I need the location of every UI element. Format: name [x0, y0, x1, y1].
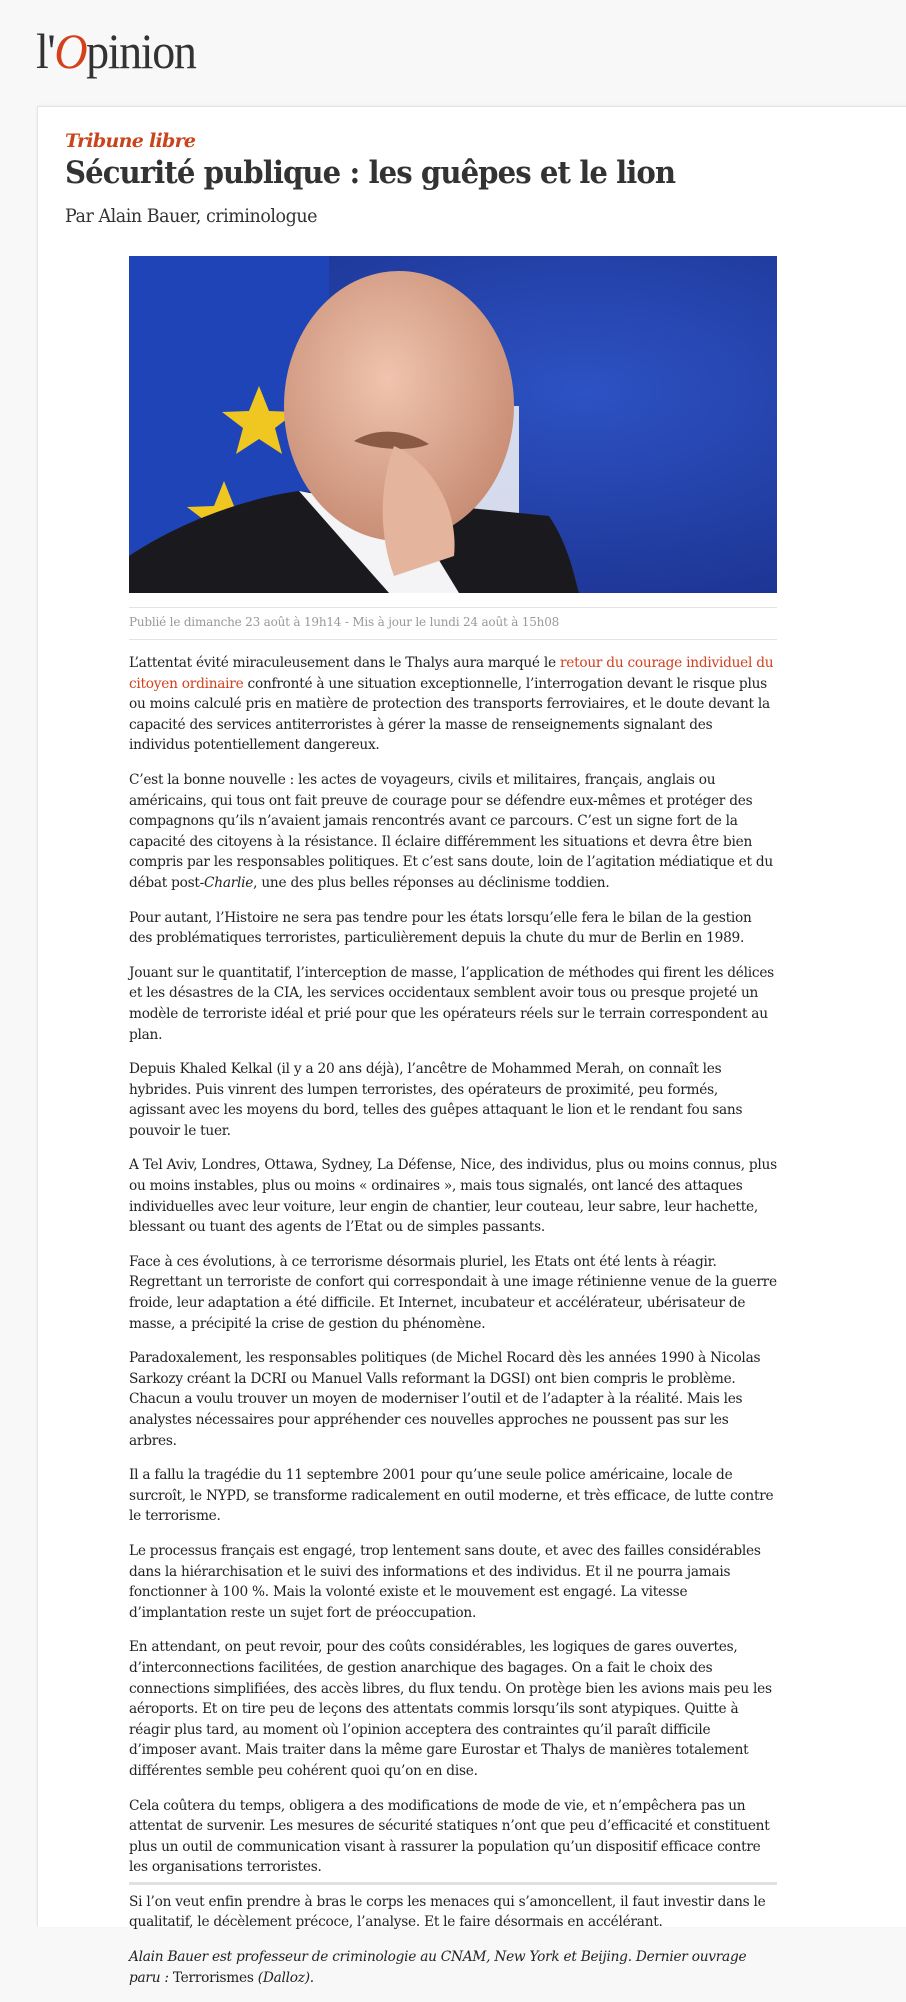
logo-prefix: l' [36, 23, 55, 79]
article-end-divider [129, 1882, 777, 1885]
paragraph: C’est la bonne nouvelle : les actes de voyageurs, civils et militaires, français, anglais ou américains, qui tous ont fait preuve de courage pour se défendre eux-mêmes et protéger des compagnons qu’ils n’avaient jamais rencontrés avant ce parcours. C’est un signe fort de la capacité des citoyens à la résistance. Il éclaire différemment les situations et devra être bien compris par les responsables politiques. Et c’est sans doute, loin de l’agitation médiatique et du débat post-Charlie, une des plus belles réponses au déclinisme toddien. [129, 771, 773, 891]
paragraph: Depuis Khaled Kelkal (il y a 20 ans déjà), l’ancêtre de Mohammed Merah, on connaît les hybrides. Puis vinrent des lumpen terroristes, des opérateurs de proximité, peu formés, agissant avec les moyens du bord, telles des guêpes attaquant le lion et le rendant fou sans pouvoir le tuer. [129, 1061, 743, 1139]
book-title: Terrorismes [172, 1969, 254, 1986]
paragraph: Pour autant, l’Histoire ne sera pas tendre pour les états lorsqu’elle fera le bilan de la gestion des problématiques terroristes, particulièrement depuis la chute du mur de Berlin en 1989. [129, 909, 752, 947]
paragraph: A Tel Aviv, Londres, Ottawa, Sydney, La Défense, Nice, des individus, plus ou moins connus, plus ou moins instables, plus ou moins « ordinaires », mais tous signalés, ont lancé des attaques individuelles avec leur voiture, leur engin de chantier, leur couteau, leur sabre, leur hachette, blessant ou tuant des agents de l’Etat ou de simples passants. [129, 1157, 777, 1236]
logo-accent-letter: O [54, 23, 87, 79]
logo-suffix: pinion [86, 23, 196, 79]
article-body [129, 653, 777, 2002]
article-title: Sécurité publique : les guêpes et le lion [65, 155, 676, 191]
portrait-illustration [129, 256, 777, 593]
paragraph: Jouant sur le quantitatif, l’interception de masse, l’application de méthodes qui firent les délices et les désastres de la CIA, les services occidentaux semblent avoir tous ou presque projeté un modèle de terroriste idéal et prié pour que les opérateurs réels sur le terrain correspondent au plan. [129, 964, 774, 1043]
paragraph: Cela coûtera du temps, obligera a des modifications de mode de vie, et n’empêchera pas un attentat de survenir. Les mesures de sécurité statiques n’ont que peu d’efficacité et constituent plus un outil de communication visant à rassurer la population qu’un dispositif efficace contre les organisations terroristes. [129, 1797, 770, 1876]
site-header [0, 0, 906, 106]
article-card [37, 106, 906, 1986]
article-byline: Par Alain Bauer, criminologue [65, 205, 318, 227]
meta-divider-top [129, 607, 777, 608]
paragraph: Si l’on veut enfin prendre à bras le corps les menaces qui s’amoncellent, il faut investir dans le qualitatif, le décèlement précoce, l’analyse. Et le faire désormais en accélérant. [129, 1893, 766, 1931]
site-logo[interactable] [36, 23, 196, 79]
author-signature: Alain Bauer est professeur de criminologie au CNAM, New York et Beijing. Dernier ouvrage paru : Terrorismes (Dalloz). [129, 1949, 747, 1986]
paragraph: Face à ces évolutions, à ce terrorisme désormais pluriel, les Etats ont été lents à réagir. Regrettant un terroriste de confort qui correspondait à une image rétinienne venue de la guerre froide, leur adaptation a été difficile. Et Internet, incubateur et accélérateur, ubérisateur de masse, a précipité la crise de gestion du phénomène. [129, 1253, 777, 1332]
paragraph: Paradoxalement, les responsables politiques (de Michel Rocard dès les années 1990 à Nicolas Sarkozy créant la DCRI ou Manuel Valls reformant la DGSI) ont bien compris le problème. Chacun a voulu trouver un moyen de moderniser l’outil et de l’adapter à la réalité. Mais les analystes nécessaires pour appréhender ces nouvelles approches ne poussent pas sur les arbres. [129, 1350, 761, 1449]
paragraph: En attendant, on peut revoir, pour des coûts considérables, les logiques de gares ouvertes, d’interconnections facilitées, de gestion anarchique des bagages. On a fait le choix des connections simplifiées, des accès libres, du flux tendu. On protège bien les avions mais peu les aéroports. Et on tire peu de leçons des attentats commis lorsqu’ils sont atypiques. Quitte à réagir plus tard, au moment où l’opinion acceptera des contraintes qu’il paraît difficile d’imposer avant. Mais traiter dans la même gare Eurostar et Thalys de manières totalement différentes semble peu cohérent quoi qu’on en dise. [129, 1639, 772, 1779]
paragraph: L’attentat évité miraculeusement dans le Thalys aura marqué le retour du courage individuel du citoyen ordinaire confronté à une situation exceptionnelle, l’interrogation devant le risque plus ou moins calculé pris en matière de protection des transports ferroviaires, et le doute devant la capacité des services antiterroristes à gérer la masse de renseignements signalant des individus potentiellement dangereux. [129, 655, 774, 754]
article-kicker[interactable]: Tribune libre [65, 130, 196, 152]
publication-date: Publié le dimanche 23 août à 19h14 - Mis à jour le lundi 24 août à 15h08 [129, 615, 560, 629]
italic-term: Charlie [204, 874, 254, 891]
paragraph: Le processus français est engagé, trop lentement sans doute, et avec des failles considérables dans la hiérarchisation et le suivi des informations et des individus. Et il ne pourra jamais fonctionner à 100 %. Mais la volonté existe et le mouvement est engagé. La vitesse d’implantation reste un sujet fort de préoccupation. [129, 1542, 761, 1621]
paragraph: Il a fallu la tragédie du 11 septembre 2001 pour qu’une seule police américaine, locale de surcroît, le NYPD, se transforme radicalement en outil moderne, et très efficace, de lutte contre le terrorisme. [129, 1467, 774, 1525]
inline-link[interactable]: retour du courage individuel du citoyen ordinaire [129, 655, 774, 692]
meta-divider-bottom [129, 639, 777, 640]
article-photo [129, 256, 777, 593]
